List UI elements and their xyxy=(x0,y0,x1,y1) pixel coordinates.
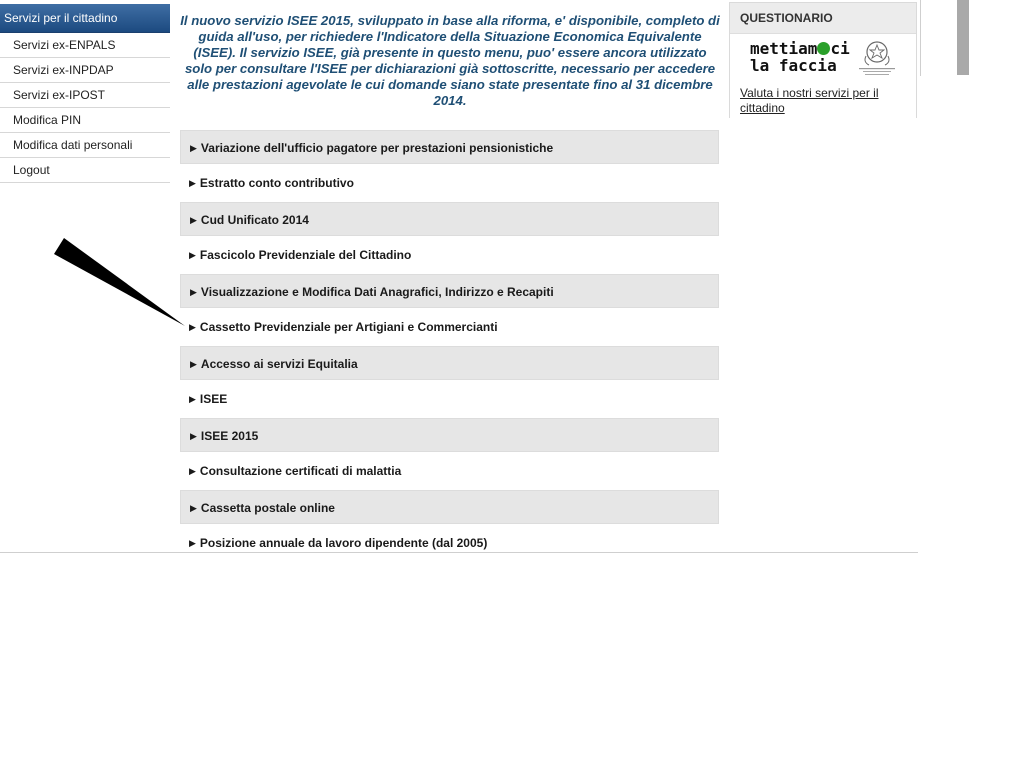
triangle-right-icon: ▶ xyxy=(190,431,197,441)
triangle-right-icon: ▶ xyxy=(190,359,197,369)
triangle-right-icon: ▶ xyxy=(190,287,197,297)
questionnaire-box xyxy=(729,2,917,118)
service-item-variazione-ufficio[interactable] xyxy=(180,130,719,164)
sidebar-item-logout[interactable]: Logout xyxy=(0,158,170,183)
triangle-right-icon: ▶ xyxy=(189,322,196,332)
service-label: Variazione dell'ufficio pagatore per prestazioni pensionistiche xyxy=(200,141,554,155)
service-label: Posizione annuale da lavoro dipendente (dal 2005) xyxy=(199,536,488,550)
service-item-cassetto-previdenziale[interactable] xyxy=(180,310,719,344)
service-item-certificati-malattia[interactable] xyxy=(180,454,719,488)
questionnaire-link[interactable]: Valuta i nostri servizi per il cittadino xyxy=(740,86,879,115)
emblem-icon xyxy=(855,38,899,78)
service-label: ISEE xyxy=(199,392,228,406)
service-label: Accesso ai servizi Equitalia xyxy=(200,357,358,371)
green-dot-icon xyxy=(817,42,830,55)
service-label: Estratto conto contributivo xyxy=(199,176,354,190)
service-label: Cassetto Previdenziale per Artigiani e Commercianti xyxy=(199,320,498,334)
triangle-right-icon: ▶ xyxy=(190,143,197,153)
logo-text-part: la faccia xyxy=(750,56,837,75)
triangle-right-icon: ▶ xyxy=(189,394,196,404)
service-label: ISEE 2015 xyxy=(200,429,259,443)
sidebar-header[interactable]: Servizi per il cittadino xyxy=(0,4,170,33)
sidebar-item-modifica-pin[interactable]: Modifica PIN xyxy=(0,108,170,133)
questionnaire-title: QUESTIONARIO xyxy=(730,3,916,34)
service-item-dati-anagrafici[interactable] xyxy=(180,274,719,308)
questionnaire-body xyxy=(730,34,916,118)
service-item-isee[interactable] xyxy=(180,382,719,416)
sidebar-item-inpdap[interactable]: Servizi ex-INPDAP xyxy=(0,58,170,83)
triangle-right-icon: ▶ xyxy=(190,215,197,225)
triangle-right-icon: ▶ xyxy=(190,503,197,513)
service-item-fascicolo-previdenziale[interactable] xyxy=(180,238,719,272)
scrollbar-thumb[interactable] xyxy=(957,0,969,75)
frame-border xyxy=(920,0,921,76)
logo-text-part: ci xyxy=(830,39,850,58)
content-divider xyxy=(0,552,918,553)
arrow-pointer-icon xyxy=(50,236,190,330)
services-list xyxy=(180,130,719,562)
service-item-isee-2015[interactable] xyxy=(180,418,719,452)
service-label: Cassetta postale online xyxy=(200,501,335,515)
mettiamoci-la-faccia-logo[interactable] xyxy=(750,40,850,74)
sidebar-item-enpals[interactable]: Servizi ex-ENPALS xyxy=(0,33,170,58)
triangle-right-icon: ▶ xyxy=(189,538,196,548)
service-label: Consultazione certificati di malattia xyxy=(199,464,402,478)
service-label: Fascicolo Previdenziale del Cittadino xyxy=(199,248,412,262)
service-item-equitalia[interactable] xyxy=(180,346,719,380)
triangle-right-icon: ▶ xyxy=(189,250,196,260)
sidebar xyxy=(0,4,170,183)
service-item-posizione-annuale[interactable] xyxy=(180,526,719,560)
triangle-right-icon: ▶ xyxy=(189,466,196,476)
service-label: Cud Unificato 2014 xyxy=(200,213,309,227)
sidebar-menu xyxy=(0,33,170,183)
service-item-cud-unificato[interactable] xyxy=(180,202,719,236)
sidebar-item-ipost[interactable]: Servizi ex-IPOST xyxy=(0,83,170,108)
triangle-right-icon: ▶ xyxy=(189,178,196,188)
service-label: Visualizzazione e Modifica Dati Anagrafici, Indirizzo e Recapiti xyxy=(200,285,554,299)
sidebar-item-modifica-dati[interactable]: Modifica dati personali xyxy=(0,133,170,158)
isee-notice: Il nuovo servizio ISEE 2015, sviluppato in base alla riforma, e' disponibile, completo di guida all'uso, per richiedere l'Indicatore della Situazione Economica Equivalente (ISEE). Il servizio ISEE, già presente in questo menu, puo' essere ancora utilizzato solo per consultare l'ISEE per dichiarazioni già sottoscritte, necessario per accedere alle prestazioni agevolate le cui domande siano state presentate fino al 31 dicembre 2014. xyxy=(180,13,720,108)
logo-text-part: mettiam xyxy=(750,39,818,58)
service-item-cassetta-postale[interactable] xyxy=(180,490,719,524)
service-item-estratto-conto[interactable] xyxy=(180,166,719,200)
